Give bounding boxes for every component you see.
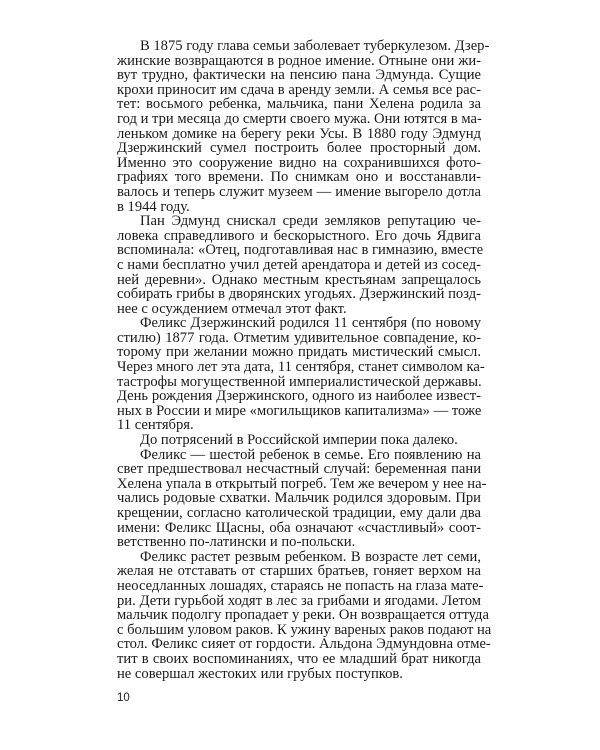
- text-line: тастрофы могущественной империалистической державы.: [117, 373, 482, 390]
- text-line: Через много лет эта дата, 11 сентября, станет символом ка-: [117, 359, 485, 376]
- text-line: желая не отставать от старших братьев, гоняет верхом на: [117, 563, 481, 580]
- text-line: валось и теперь служит музеем — имение выгорело дотла: [117, 183, 481, 200]
- text-line: торому при желании можно придать мистический смысл.: [117, 344, 481, 361]
- paragraph: [117, 38, 490, 215]
- text-line: не совершал жестоких или грубых поступков.: [117, 665, 403, 682]
- text-line: Хелена упала в открытый погреб. Тем же вечером у нее на-: [117, 475, 487, 492]
- text-line: День рождения Дзержинского, одного из наиболее извест-: [117, 388, 481, 405]
- text-line: с большим уловом раков. К ужину вареных раков подают на: [117, 621, 492, 638]
- text-line: год и три месяца до смерти своего мужа. Они ютятся в ма-: [117, 110, 482, 127]
- text-line: вспоминала: «Отец, подготавливая нас в гимназию, вместе: [117, 242, 484, 259]
- text-line: крещении, согласно католической традиции, ему дали два: [117, 505, 481, 521]
- text-line: ловека справедливого и бескорыстного. Его дочь Ядвига: [117, 227, 481, 244]
- text-line: В 1875 году глава семьи заболевает туберкулезом. Дзер-: [140, 38, 490, 54]
- text-line: чались родовые схватки. Мальчик родился здоровым. При: [117, 490, 481, 507]
- text-line: графиях того времени. По снимкам оно и восстанавли-: [117, 169, 481, 186]
- paragraph: [117, 315, 485, 434]
- text-line: тит в своих воспоминаниях, что ее младший брат никогда: [117, 650, 481, 667]
- paragraph: [117, 446, 487, 551]
- text-line: ных в России и мире «могильщиков капитализма» — тоже: [117, 402, 482, 419]
- paragraph: [117, 548, 492, 682]
- text-line: жинские возвращаются в родное имение. Отныне они жи-: [117, 52, 481, 69]
- text-line: имени: Феликс Щасны, оба означают «счастливый» соот-: [117, 519, 481, 536]
- text-line: леньком домике на берегу реки Усы. В 1880 году Эдмунд: [117, 125, 481, 142]
- text-line: крохи приносит им сдача в аренду земли. А семья все рас-: [117, 81, 481, 98]
- text-line: стол. Феликс сияет от гордости. Альдона Эдмундовна отме-: [117, 636, 491, 653]
- text-line: с нами бесплатно учил детей арендатора и детей из сосед-: [117, 256, 481, 273]
- text-line: 11 сентября.: [117, 417, 194, 434]
- text-line: Дзержинский сумел построить более просторный дом.: [117, 140, 481, 157]
- text-line: ней деревни». Однако местным крестьянам запрещалось: [117, 271, 481, 288]
- text-line: До потрясений в Российской империи пока далеко.: [140, 432, 458, 449]
- text-line: неоседланных лошадях, стараясь не попасть на глаза мате-: [117, 577, 484, 594]
- text-line: собирать грибы в дворянских угодьях. Дзержинский позд-: [117, 286, 481, 303]
- text-line: тет: восьмого ребенка, мальчика, пани Хелена родила за: [117, 96, 481, 113]
- text-line: Феликс — шестой ребенок в семье. Его появлению на: [140, 446, 481, 463]
- paragraph: [117, 433, 481, 448]
- text-line: ветственно по-латински и по-польски.: [117, 534, 356, 551]
- text-line: вут трудно, фактически на пенсию пана Эдмунда. Сущие: [117, 67, 481, 84]
- text-line: ри. Дети гурьбой ходят в лес за грибами и ягодами. Летом: [117, 592, 481, 609]
- text-line: в 1944 году.: [117, 198, 190, 215]
- text-line: Феликс растет резвым ребенком. В возрасте лет семи,: [140, 548, 481, 565]
- text-line: нее с осуждением отмечал этот факт.: [117, 300, 347, 317]
- page-number: 10: [117, 692, 130, 704]
- paragraph: [117, 213, 484, 317]
- text-line: мальчик подолгу пропадает у реки. Он возвращается оттуда: [117, 607, 489, 624]
- text-line: Пан Эдмунд снискал среди земляков репутацию че-: [140, 213, 481, 230]
- text-line: Феликс Дзержинский родился 11 сентября (по новому: [140, 315, 481, 332]
- text-line: Именно это сооружение видно на сохранившихся фото-: [117, 154, 481, 171]
- text-line: стилю) 1877 года. Отметим удивительное совпадение, ко-: [117, 329, 481, 346]
- text-line: свет предшествовал несчастный случай: беременная пани: [117, 461, 481, 478]
- body-text: [117, 38, 492, 682]
